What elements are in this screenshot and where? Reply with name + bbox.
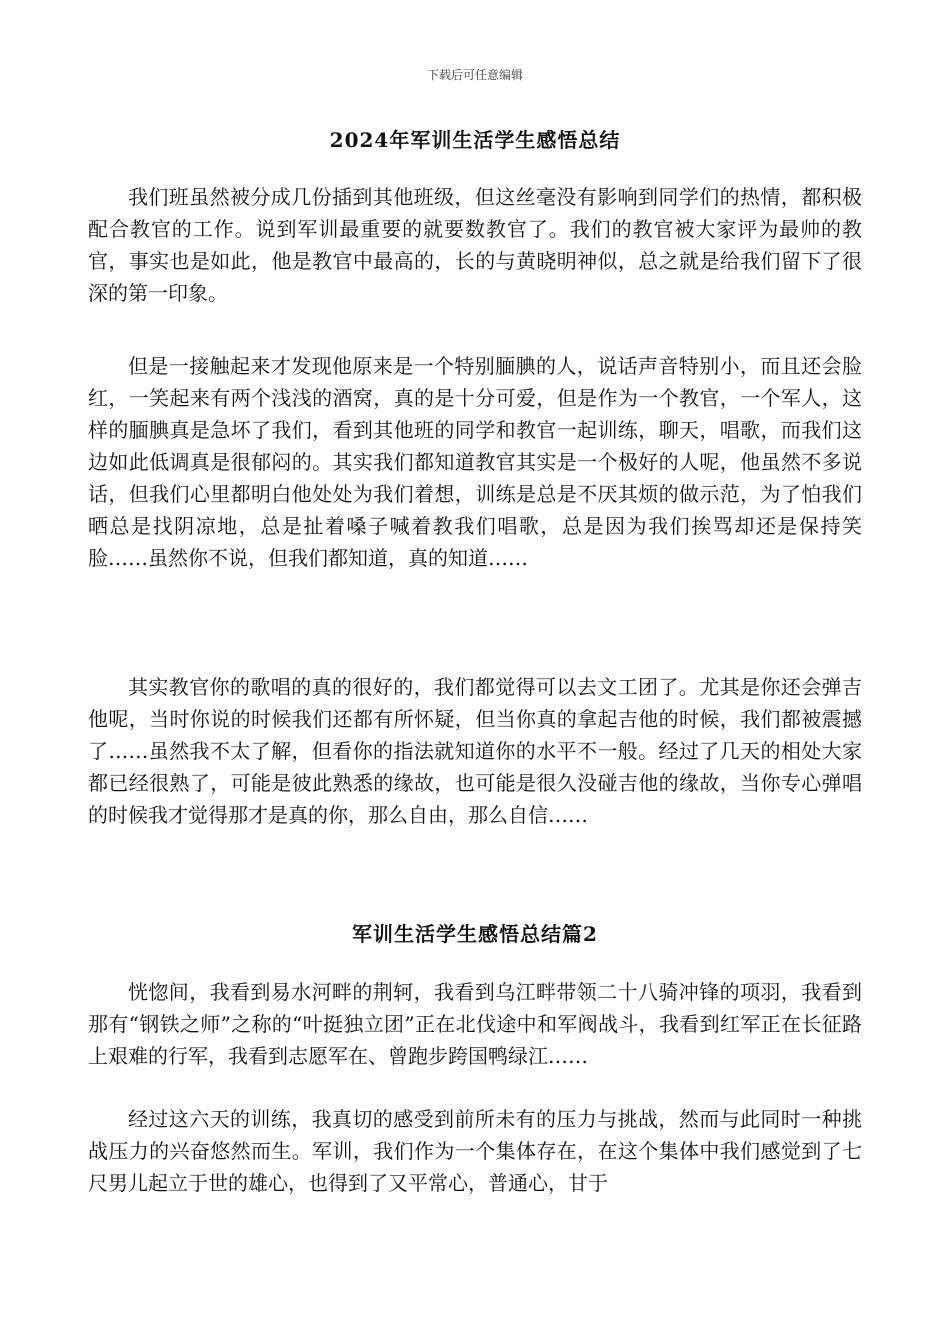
paragraph-1: 我们班虽然被分成几份插到其他班级，但这丝毫没有影响到同学们的热情，都积极配合教官的工作。说到军训最重要的就要数教官了。我们的教官被大家评为最帅的教官，事实也是如此，他是教官中最高的，长的与黄晓明神似，总之就是给我们留下了很深的第一印象。 [88,185,862,305]
section-2-title: 军训生活学生感悟总结篇2 [352,922,598,946]
page-header-note: 下载后可任意编辑 [426,68,523,82]
document-title: 2024年军训生活学生感悟总结 [329,128,621,152]
section-2-paragraph-2: 经过这六天的训练，我真切的感受到前所未有的压力与挑战，然而与此同时一种挑战压力的兴奋悠然而生。军训，我们作为一个集体存在，在这个集体中我们感觉到了七尺男儿起立于世的雄心，也得到了又平常心，普通心，甘于 [88,1107,862,1195]
paragraph-3: 其实教官你的歌唱的真的很好的，我们都觉得可以去文工团了。尤其是你还会弹吉他呢，当时你说的时候我们还都有所怀疑，但当你真的拿起吉他的时候，我们都被震撼了……虽然我不太了解，但看你的指法就知道你的水平不一般。经过了几天的相处大家都已经很熟了，可能是彼此熟悉的缘故，也可能是很久没碰吉他的缘故，当你专心弹唱的时候我才觉得那才是真的你，那么自由，那么自信…… [88,675,862,827]
paragraph-2: 但是一接触起来才发现他原来是一个特别腼腆的人，说话声音特别小，而且还会脸红，一笑起来有两个浅浅的酒窝，真的是十分可爱，但是作为一个教官，一个军人，这样的腼腆真是急坏了我们，看到其他班的同学和教官一起训练，聊天，唱歌，而我们这边如此低调真是很郁闷的。其实我们都知道教官其实是一个极好的人呢，他虽然不多说话，但我们心里都明白他处处为我们着想，训练是总是不厌其烦的做示范，为了怕我们晒总是找阴凉地，总是扯着嗓子喊着教我们唱歌，总是因为我们挨骂却还是保持笑脸……虽然你不说，但我们都知道，真的知道…… [88,354,862,570]
section-2-paragraph-1: 恍惚间，我看到易水河畔的荆轲，我看到乌江畔带领二十八骑冲锋的项羽，我看到那有“钢铁之师”之称的“叶挺独立团”正在北伐途中和军阀战斗，我看到红军正在长征路上艰难的行军，我看到志愿军在、曾跑步跨国鸭绿江…… [88,980,862,1068]
